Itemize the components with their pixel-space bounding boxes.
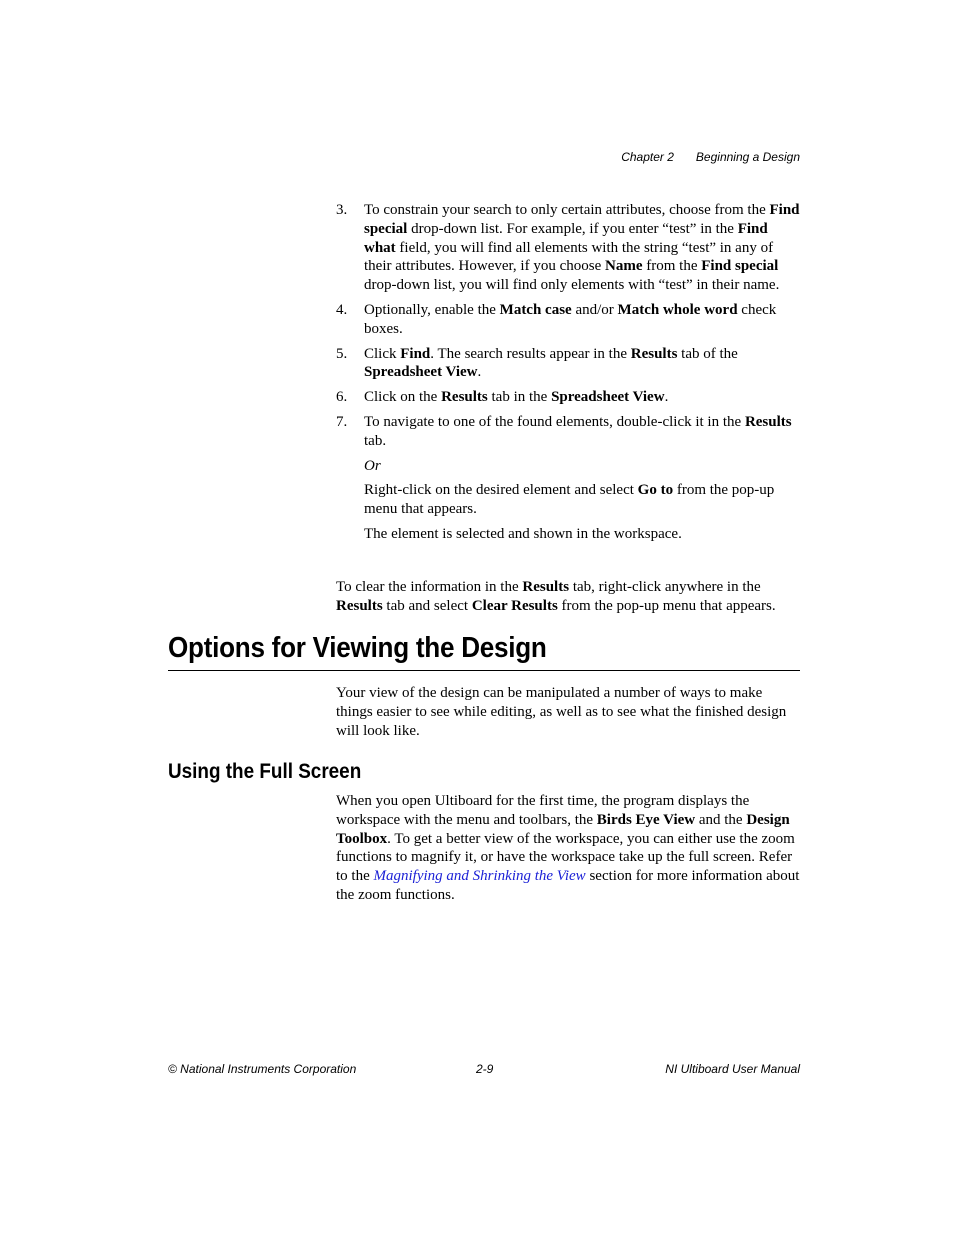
section-intro-text xyxy=(336,684,800,740)
steps-list xyxy=(336,201,800,544)
text-run: and/or xyxy=(571,301,618,318)
footer-page-number: 2-9 xyxy=(476,1062,494,1076)
bold-term: Find what xyxy=(364,220,768,256)
text-run: To constrain your search to only certain attributes, choose from the xyxy=(364,202,770,218)
text-run: . xyxy=(477,364,482,381)
text-run: from the pop-up menu that appears. xyxy=(557,597,776,614)
step-number: 5. xyxy=(336,345,348,362)
header-chapter: Chapter 2 xyxy=(621,150,674,164)
text-run: The element is selected and shown in the workspace. xyxy=(364,525,682,542)
step-item xyxy=(336,388,800,407)
step-number: 6. xyxy=(336,389,348,406)
bold-term: Go to xyxy=(637,482,674,499)
text-run: . The search results appear in the xyxy=(430,345,631,362)
footer-right: NI Ultiboard User Manual xyxy=(665,1062,800,1076)
bold-term: Match case xyxy=(499,301,572,318)
text-run: tab of the xyxy=(677,345,738,362)
step-number: 3. xyxy=(336,202,348,218)
text-run: tab, right-click anywhere in the xyxy=(569,579,761,595)
text-run: check boxes. xyxy=(364,301,777,337)
subsection-body xyxy=(336,792,800,905)
running-header xyxy=(621,150,800,164)
text-run: field, you will find all elements with the string “test” in any of their attributes. However, if you choose xyxy=(364,239,774,275)
section-intro xyxy=(336,684,800,740)
bold-term: Birds Eye View xyxy=(596,811,696,828)
text-run: When you open Ultiboard for the first time, the program displays the workspace with the menu and toolbars, the xyxy=(336,793,750,828)
step-item xyxy=(336,413,800,544)
text-run: from the pop-up menu that appears. xyxy=(364,482,775,518)
bold-term: Results xyxy=(630,345,678,362)
step-text xyxy=(364,301,800,339)
bold-term: Spreadsheet View xyxy=(551,389,665,406)
text-run: drop-down list. For example, if you enter “test” in the xyxy=(407,220,738,237)
text-run: drop-down list, you will find only elements with “test” in their name. xyxy=(364,277,780,294)
footer-left: © National Instruments Corporation xyxy=(168,1062,357,1076)
bold-term: Results xyxy=(336,597,383,614)
step-number: 4. xyxy=(336,301,348,318)
step-text xyxy=(364,201,800,295)
text-run: Or xyxy=(364,457,381,474)
step-subparagraph xyxy=(364,525,800,544)
alternative-marker xyxy=(364,457,800,476)
text-run: Your view of the design can be manipulated a number of ways to make things easier to see while editing, as well as to see what the finished design will look like. xyxy=(336,685,787,739)
bold-term: Spreadsheet View xyxy=(364,364,478,381)
step-subparagraph xyxy=(364,481,800,519)
procedure-steps xyxy=(336,201,800,550)
step-text xyxy=(364,413,800,451)
bold-term: Results xyxy=(744,413,792,430)
bold-term: Results xyxy=(441,389,488,406)
step-text xyxy=(364,345,800,383)
bold-term: Find xyxy=(400,345,431,362)
text-run: tab and select xyxy=(382,597,472,614)
text-run: . To get a better view of the workspace, you can either use the zoom functions to magnify it, or have the workspace take up the full screen. Refer to the xyxy=(336,830,795,885)
text-run: and the xyxy=(695,811,747,828)
text-run: from the xyxy=(642,258,702,275)
text-run: Optionally, enable the xyxy=(364,301,500,318)
text-run: Click xyxy=(364,345,401,362)
cross-reference-link[interactable]: Magnifying and Shrinking the View xyxy=(373,868,586,885)
text-run: tab. xyxy=(364,432,387,449)
bold-term: Match whole word xyxy=(617,301,738,318)
clear-results-paragraph xyxy=(336,578,800,616)
step-item xyxy=(336,301,800,339)
subsection-text xyxy=(336,792,800,905)
step-item xyxy=(336,201,800,295)
text-run: section for more information about the zoom functions. xyxy=(336,868,800,903)
bold-term: Design Toolbox xyxy=(336,811,790,847)
clear-results-text xyxy=(336,578,800,616)
text-run: To clear the information in the xyxy=(336,579,523,595)
step-text xyxy=(364,388,800,407)
bold-term: Find special xyxy=(364,202,800,237)
text-run: tab in the xyxy=(487,389,552,406)
section-heading: Options for Viewing the Design xyxy=(168,632,547,664)
section-rule xyxy=(168,670,800,671)
text-run: Right-click on the desired element and select xyxy=(364,482,638,499)
bold-term: Results xyxy=(522,579,570,595)
subsection-heading: Using the Full Screen xyxy=(168,760,362,783)
text-run: Click on the xyxy=(364,389,442,406)
step-item xyxy=(336,345,800,383)
text-run: . xyxy=(664,389,669,406)
header-title: Beginning a Design xyxy=(695,150,800,164)
bold-term: Name xyxy=(605,258,643,275)
step-number: 7. xyxy=(336,413,348,430)
bold-term: Find special xyxy=(701,258,779,275)
text-run: To navigate to one of the found elements, double-click it in the xyxy=(364,413,745,430)
bold-term: Clear Results xyxy=(471,597,558,614)
